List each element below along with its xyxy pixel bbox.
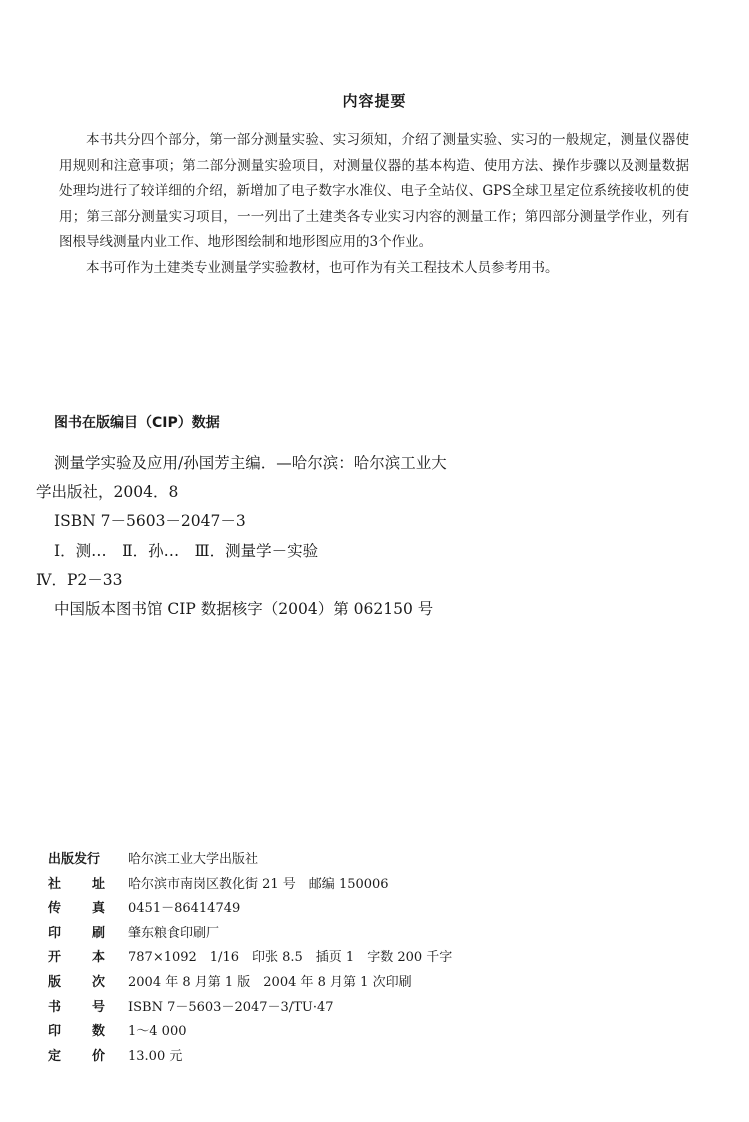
cip-heading: 图书在版编目（CIP）数据	[54, 415, 220, 431]
summary-paragraph: 本书可作为土建类专业测量学实验教材，也可作为有关工程技术人员参考用书。	[86, 259, 559, 276]
publisher-value: 哈尔滨工业大学出版社	[128, 852, 259, 867]
print-run-value: 1～4 000	[128, 1024, 187, 1040]
fax-label: 传真	[48, 901, 137, 917]
cip-line: 中国版本图书馆 CIP 数据核字（2004）第 062150 号	[54, 600, 434, 619]
format-label: 开本	[48, 950, 137, 966]
price-value: 13.00 元	[128, 1048, 183, 1064]
format-value: 787×1092 1/16 印张 8.5 插页 1 字数 200 千字	[128, 950, 453, 966]
printer-value: 肇东粮食印刷厂	[128, 925, 220, 941]
price-label: 定价	[48, 1048, 137, 1064]
cip-line: Ⅰ．测… Ⅱ．孙… Ⅲ．测量学－实验	[54, 541, 319, 560]
edition-value: 2004 年 8 月第 1 版 2004 年 8 月第 1 次印刷	[128, 974, 412, 990]
address-label: 社址	[48, 876, 137, 892]
publishing-row	[48, 873, 698, 898]
cip-line: Ⅳ．P2－33	[36, 570, 123, 589]
cip-line: ISBN 7－5603－2047－3	[54, 512, 246, 531]
publishing-info	[48, 848, 698, 1069]
publishing-row	[48, 946, 698, 971]
publishing-row	[48, 996, 698, 1021]
publishing-row	[48, 897, 698, 922]
publishing-row	[48, 971, 698, 996]
print-run-label: 印数	[48, 1024, 137, 1040]
summary-paragraph: 本书共分四个部分，第一部分测量实验、实习须知，介绍了测量实验、实习的一般规定，测量仪器使用规则和注意事项；第二部分测量实验项目，对测量仪器的基本构造、使用方法、操作步骤以及测量数据处理均进行了较详细的介绍，新增加了电子数字水准仪、电子全站仪、GPS全球卫星定位系统接收机的使用；第三部分测量实习项目，一一列出了土建类各专业实习内容的测量工作；第四部分测量学作业，列有图根导线测量内业工作、地形图绘制和地形图应用的3个作业。	[59, 132, 689, 250]
cip-line: 学出版社，2004．8	[36, 483, 179, 502]
summary-title: 内容提要	[342, 92, 407, 110]
edition-label: 版次	[48, 974, 137, 990]
publisher-label: 出版发行	[48, 852, 101, 867]
cip-data-block	[36, 449, 656, 624]
publishing-row	[48, 1045, 698, 1070]
isbn-value: ISBN 7－5603－2047－3/TU·47	[128, 999, 334, 1015]
publishing-row	[48, 922, 698, 947]
fax-value: 0451－86414749	[128, 901, 241, 917]
publishing-row	[48, 848, 698, 873]
printer-label: 印刷	[48, 925, 137, 941]
isbn-label: 书号	[48, 999, 137, 1015]
cip-line: 测量学实验及应用/孙国芳主编．—哈尔滨：哈尔滨工业大	[54, 454, 447, 472]
summary-body	[59, 128, 689, 281]
address-value: 哈尔滨市南岗区教化街 21 号 邮编 150006	[128, 876, 389, 892]
publishing-row	[48, 1020, 698, 1045]
